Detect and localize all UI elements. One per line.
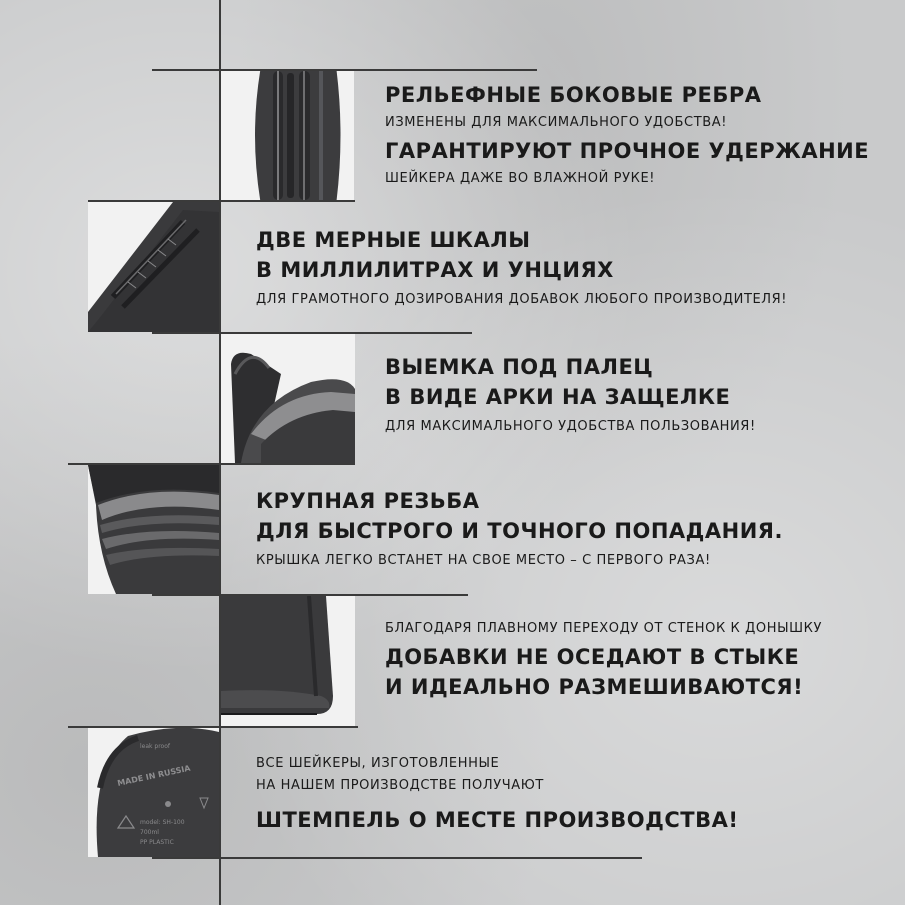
scales-note: ДЛЯ ГРАМОТНОГО ДОЗИРОВАНИЯ ДОБАВОК ЛЮБОГО ПРОИЗВОДИТЕЛЯ! xyxy=(256,292,788,307)
notch-title-2: В ВИДЕ АРКИ НА ЗАЩЕЛКЕ xyxy=(385,385,731,409)
stamp-photo xyxy=(88,728,219,857)
stamp-line2-text: 700ml xyxy=(140,829,159,836)
bottom-title-1: ДОБАВКИ НЕ ОСЕДАЮТ В СТЫКЕ xyxy=(385,645,800,669)
stamp-note-1: ВСЕ ШЕЙКЕРЫ, ИЗГОТОВЛЕННЫЕ xyxy=(256,756,500,771)
stamp-note-2: НА НАШЕМ ПРОИЗВОДСТВЕ ПОЛУЧАЮТ xyxy=(256,778,544,793)
bottom-note: БЛАГОДАРЯ ПЛАВНОМУ ПЕРЕХОДУ ОТ СТЕНОК К ДОНЫШКУ xyxy=(385,621,822,636)
thread-photo xyxy=(88,465,219,594)
bottom-title-2: И ИДЕАЛЬНО РАЗМЕШИВАЮТСЯ! xyxy=(385,675,804,699)
bottom-transition-image xyxy=(221,596,355,726)
stamp-top-text: leak proof xyxy=(140,743,171,750)
section-bottom-transition xyxy=(385,618,822,702)
notch-note: ДЛЯ МАКСИМАЛЬНОГО УДОБСТВА ПОЛЬЗОВАНИЯ! xyxy=(385,419,756,434)
stamp-title: ШТЕМПЕЛЬ О МЕСТЕ ПРОИЗВОДСТВА! xyxy=(256,808,739,832)
stamp-main-text: MADE IN RUSSIA xyxy=(116,763,192,788)
stamp-line3-text: PP PLASTIC xyxy=(140,839,174,846)
stamp-model-text: model: SH-100 xyxy=(140,819,185,826)
section-thread xyxy=(256,486,783,572)
thread-title-2: ДЛЯ БЫСТРОГО И ТОЧНОГО ПОПАДАНИЯ. xyxy=(256,519,783,543)
section-finger-notch xyxy=(385,352,756,438)
scales-title-2: В МИЛЛИЛИТРАХ И УНЦИЯХ xyxy=(256,258,614,282)
divider-7 xyxy=(152,857,642,859)
bottom-transition-photo xyxy=(221,596,355,726)
ribs-grip-title: ГАРАНТИРУЮТ ПРОЧНОЕ УДЕРЖАНИЕ xyxy=(385,139,870,163)
measuring-scales-image xyxy=(88,202,219,332)
stamp-dot-icon xyxy=(165,801,171,807)
thread-note: КРЫШКА ЛЕГКО ВСТАНЕТ НА СВОЕ МЕСТО – С ПЕРВОГО РАЗА! xyxy=(256,553,711,568)
ribs-note: ИЗМЕНЕНЫ ДЛЯ МАКСИМАЛЬНОГО УДОБСТВА! xyxy=(385,115,728,130)
section-stamp xyxy=(256,753,738,835)
section-side-ribs xyxy=(385,80,869,190)
side-ribs-photo xyxy=(221,71,354,200)
ribs-grip-note: ШЕЙКЕРА ДАЖЕ ВО ВЛАЖНОЙ РУКЕ! xyxy=(385,171,656,186)
notch-title-1: ВЫЕМКА ПОД ПАЛЕЦ xyxy=(385,355,654,379)
measuring-scales-photo xyxy=(88,202,219,332)
finger-notch-image xyxy=(221,334,355,463)
thread-title-1: КРУПНАЯ РЕЗЬБА xyxy=(256,489,480,513)
finger-notch-photo xyxy=(221,334,355,463)
scales-title-1: ДВЕ МЕРНЫЕ ШКАЛЫ xyxy=(256,228,531,252)
section-measuring-scales xyxy=(256,225,787,311)
side-ribs-image xyxy=(221,71,354,200)
ribs-title: РЕЛЬЕФНЫЕ БОКОВЫЕ РЕБРА xyxy=(385,83,762,107)
stamp-image xyxy=(88,728,219,857)
thread-image xyxy=(88,465,219,594)
